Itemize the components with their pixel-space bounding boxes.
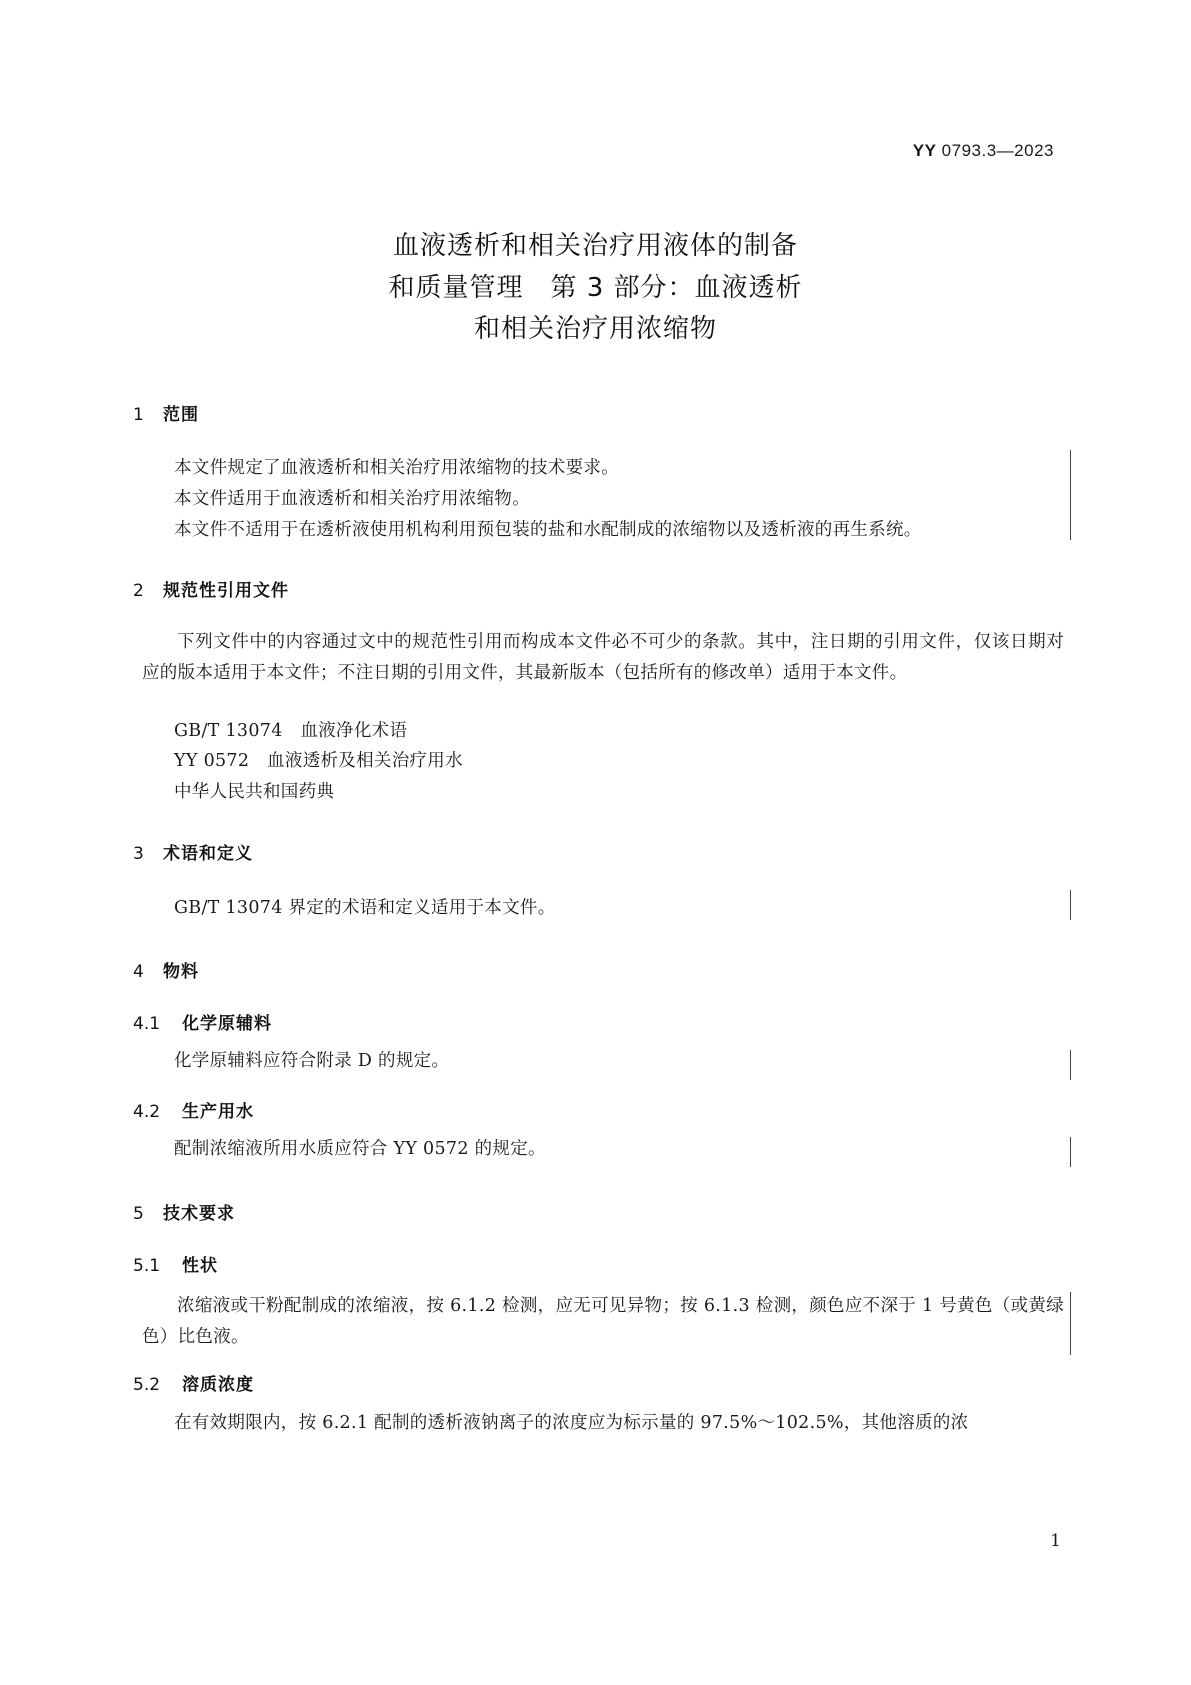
- section-5-1-paragraph: 浓缩液或干粉配制成的浓缩液，按 6.1.2 检测，应无可见异物；按 6.1.3 检测，颜色应不深于 1 号黄色（或黄绿色）比色液。: [142, 1296, 1064, 1347]
- section-5-1-heading: 5.1 性状: [133, 1256, 218, 1276]
- section-4-2-heading: 4.2 生产用水: [133, 1102, 254, 1122]
- section-1-paragraph-3: 本文件不适用于在透析液使用机构利用预包装的盐和水配制成的浓缩物以及透析液的再生系统。: [174, 520, 922, 540]
- section-4-1-paragraph: 化学原辅料应符合附录 D 的规定。: [174, 1051, 450, 1071]
- section-5-2-paragraph: 在有效期限内，按 6.2.1 配制的透析液钠离子的浓度应为标示量的 97.5%～102.5%，其他溶质的浓: [174, 1413, 969, 1433]
- section-4-1-heading: 4.1 化学原辅料: [133, 1014, 272, 1034]
- section-4-2-paragraph: 配制浓缩液所用水质应符合 YY 0572 的规定。: [174, 1139, 546, 1159]
- standard-code-prefix: YY: [912, 141, 937, 160]
- section-1-heading: 1 范围: [133, 405, 199, 425]
- section-3-paragraph: GB/T 13074 界定的术语和定义适用于本文件。: [174, 898, 556, 918]
- section-5-heading: 5 技术要求: [133, 1204, 235, 1224]
- section-2-paragraph: 下列文件中的内容通过文中的规范性引用而构成本文件必不可少的条款。其中，注日期的引用文件，仅该日期对应的版本适用于本文件；不注日期的引用文件，其最新版本（包括所有的修改单）适用于本文件。: [142, 632, 1064, 683]
- standard-code-number: 0793.3—2023: [936, 141, 1054, 160]
- reference-item: 中华人民共和国药典: [174, 782, 335, 802]
- page-number: 1: [1050, 1531, 1061, 1551]
- document-title-line-3: 和相关治疗用浓缩物: [473, 314, 717, 344]
- change-bar: [1070, 1050, 1071, 1080]
- change-bar: [1070, 1137, 1071, 1167]
- change-bar: [1070, 1292, 1071, 1355]
- section-1-paragraph-2: 本文件适用于血液透析和相关治疗用浓缩物。: [174, 489, 530, 509]
- reference-item: YY 0572 血液透析及相关治疗用水: [174, 751, 463, 771]
- document-title-line-2: 和质量管理 第 3 部分：血液透析: [388, 273, 803, 303]
- section-1-paragraph-1: 本文件规定了血液透析和相关治疗用浓缩物的技术要求。: [174, 458, 619, 478]
- section-4-heading: 4 物料: [133, 962, 199, 982]
- change-bar: [1070, 450, 1071, 540]
- section-2-heading: 2 规范性引用文件: [133, 581, 289, 601]
- document-title-line-1: 血液透析和相关治疗用液体的制备: [392, 231, 798, 261]
- section-5-2-heading: 5.2 溶质浓度: [133, 1375, 254, 1395]
- change-bar: [1070, 890, 1071, 920]
- section-3-heading: 3 术语和定义: [133, 844, 253, 864]
- reference-item: GB/T 13074 血液净化术语: [174, 721, 408, 741]
- standard-code: [913, 141, 1054, 161]
